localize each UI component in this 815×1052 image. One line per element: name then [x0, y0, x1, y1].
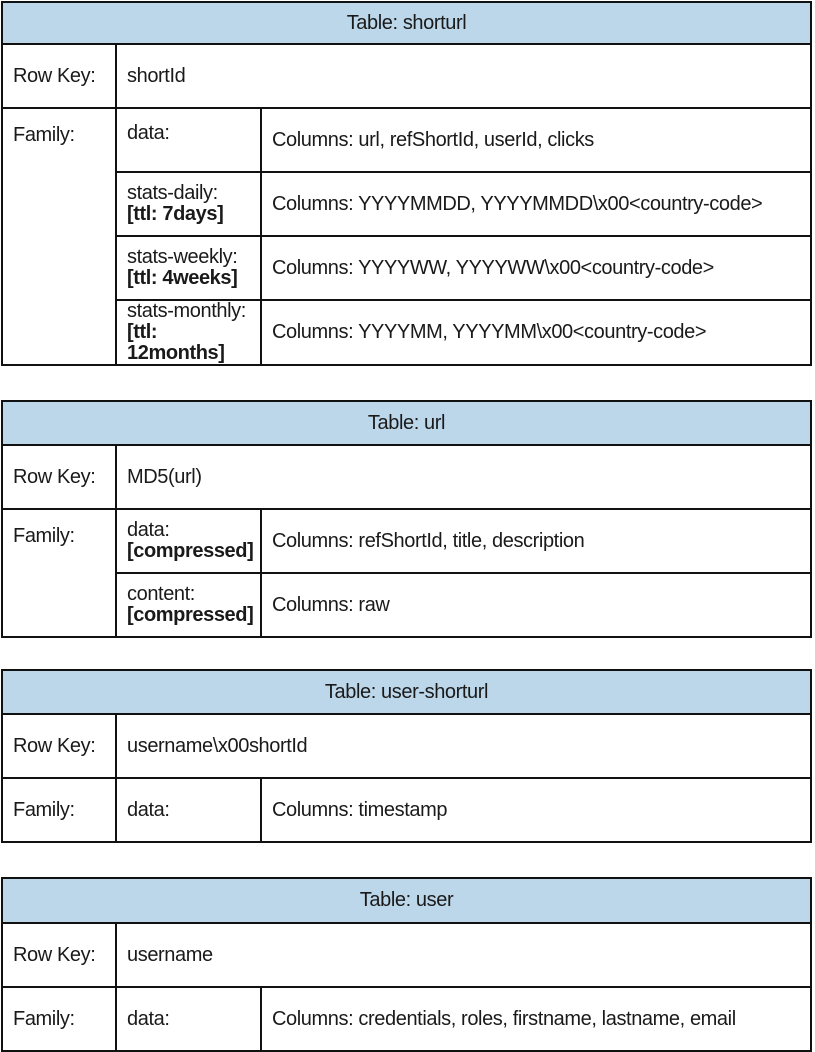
family-name: [116, 573, 261, 637]
family-name: [116, 236, 261, 300]
family-columns: Columns: raw: [261, 573, 811, 637]
row-key-value: MD5(url): [116, 445, 811, 509]
row-key-value: shortId: [116, 44, 811, 108]
row-key-label: Row Key:: [2, 445, 116, 509]
family-name: [116, 300, 261, 365]
family-label: Family:: [2, 987, 116, 1051]
family-option: [compressed]: [127, 604, 254, 626]
family-option: [ttl: 7days]: [127, 203, 224, 225]
family-label: Family:: [2, 108, 116, 365]
family-option: [ttl: 4weeks]: [127, 267, 238, 289]
row-key-value: username: [116, 923, 811, 987]
family-name-text: content:: [127, 583, 195, 605]
family-label: Family:: [2, 509, 116, 637]
family-columns: Columns: timestamp: [261, 778, 811, 842]
row-key-label: Row Key:: [2, 714, 116, 778]
family-name-text: stats-monthly:: [127, 300, 246, 322]
family-name: [116, 108, 261, 172]
family-name: [116, 172, 261, 236]
table-user: [1, 877, 812, 1052]
family-option: [compressed]: [127, 540, 254, 562]
family-columns: Columns: refShortId, title, description: [261, 509, 811, 573]
family-name-text: data:: [127, 1007, 170, 1030]
row-key-value: username\x00shortId: [116, 714, 811, 778]
table-title: Table: user: [2, 878, 811, 923]
family-name-text: data:: [127, 122, 170, 144]
family-columns: Columns: credentials, roles, firstname, lastname, email: [261, 987, 811, 1051]
family-columns: Columns: YYYYMM, YYYYMM\x00<country-code>: [261, 300, 811, 365]
table-title: Table: shorturl: [2, 2, 811, 44]
table-shorturl: [1, 1, 812, 366]
family-columns: Columns: YYYYMMDD, YYYYMMDD\x00<country-code>: [261, 172, 811, 236]
family-columns: Columns: url, refShortId, userId, clicks: [261, 108, 811, 172]
table-title: Table: user-shorturl: [2, 670, 811, 714]
row-key-label: Row Key:: [2, 44, 116, 108]
family-name: [116, 987, 261, 1051]
family-option: [ttl: 12months]: [127, 321, 225, 364]
table-url: [1, 400, 812, 638]
family-name-text: stats-daily:: [127, 182, 218, 204]
family-name-text: stats-weekly:: [127, 246, 238, 268]
family-columns: Columns: YYYYWW, YYYYWW\x00<country-code>: [261, 236, 811, 300]
family-name: [116, 778, 261, 842]
row-key-label: Row Key:: [2, 923, 116, 987]
table-title: Table: url: [2, 401, 811, 445]
family-label: Family:: [2, 778, 116, 842]
family-name: [116, 509, 261, 573]
family-name-text: data:: [127, 798, 170, 821]
table-user-shorturl: [1, 669, 812, 843]
family-name-text: data:: [127, 519, 170, 541]
